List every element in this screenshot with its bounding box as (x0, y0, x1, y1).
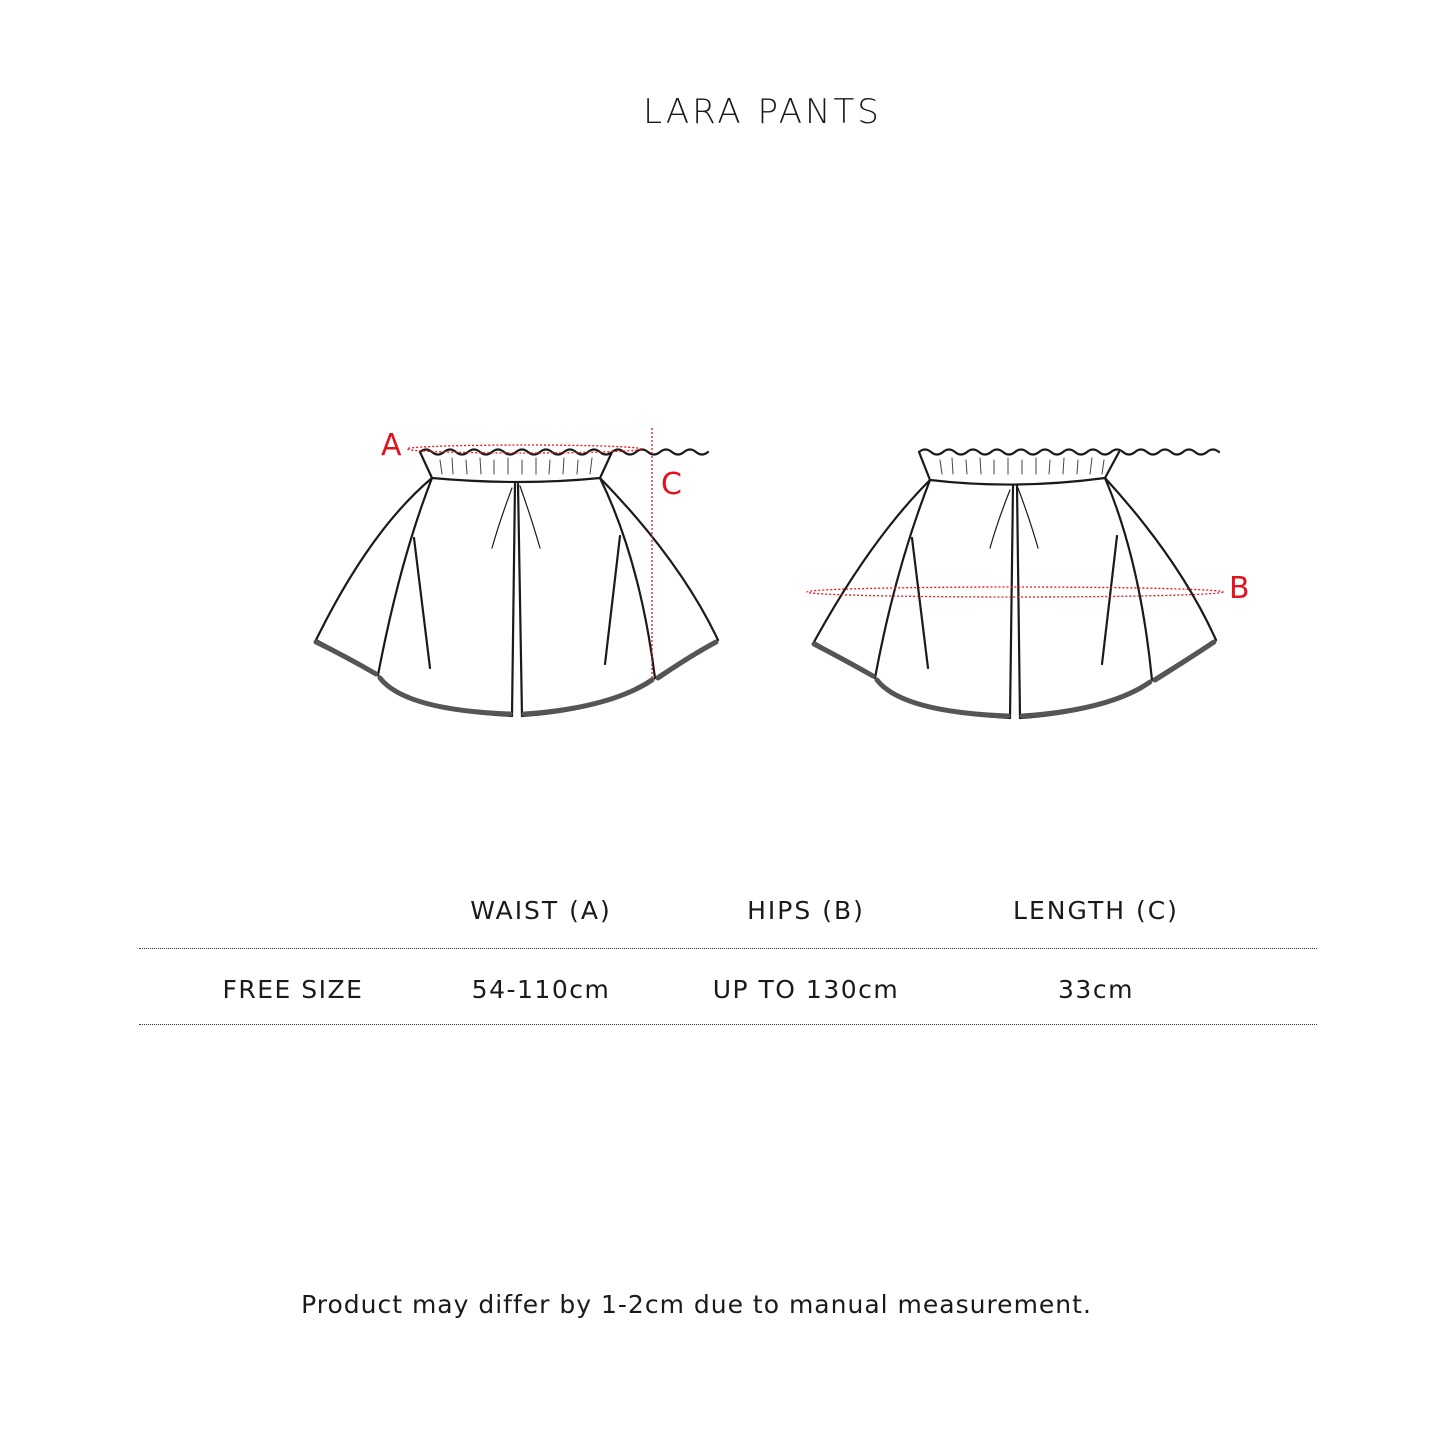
table-divider-bottom (139, 1024, 1317, 1025)
page-title: LARA PANTS (643, 92, 882, 132)
hips-value: UP TO 130cm (712, 975, 900, 1004)
length-marker-label: C (661, 467, 682, 502)
front-view-diagram (316, 450, 718, 717)
header-length: LENGTH (C) (1013, 896, 1179, 925)
waist-marker-label: A (381, 428, 402, 463)
header-waist: WAIST (A) (470, 896, 612, 925)
length-value: 33cm (1058, 975, 1134, 1004)
measurement-footnote: Product may differ by 1-2cm due to manual measurement. (301, 1290, 1092, 1319)
waist-value: 54-110cm (471, 975, 611, 1004)
hips-measure-line (807, 587, 1223, 597)
back-view-diagram (814, 450, 1219, 719)
table-divider-top (139, 948, 1317, 949)
size-name: FREE SIZE (222, 975, 364, 1004)
header-hips: HIPS (B) (747, 896, 865, 925)
hips-marker-label: B (1229, 571, 1250, 606)
back-measure-marks (807, 571, 1250, 606)
